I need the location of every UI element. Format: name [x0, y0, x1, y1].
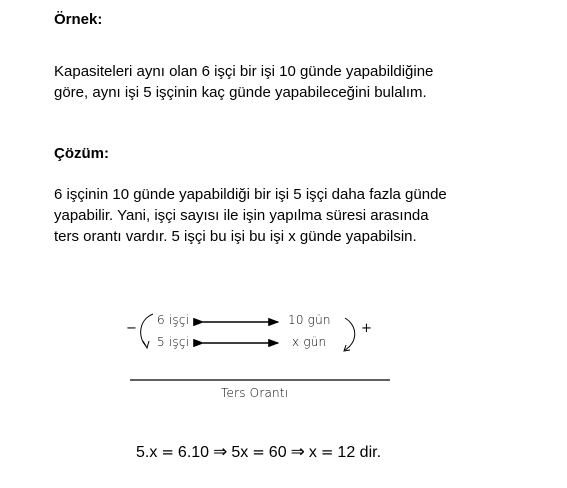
solution-text [54, 184, 544, 247]
left-curved-arrow [141, 314, 153, 346]
row2-right-label: x gün [292, 335, 327, 349]
formula-part: x [308, 444, 317, 461]
equals-sign: = [161, 443, 174, 461]
example-heading: Örnek: [54, 11, 103, 28]
diagram-caption: Ters Orantı [221, 386, 289, 400]
right-arrowhead [344, 345, 350, 351]
formula-part: 5x [231, 444, 249, 461]
solution-formula [136, 442, 381, 462]
formula-part: 60 [268, 444, 287, 461]
solution-line: ters orantı vardır. 5 işçi bu işi bu işi x günde yapabilsin. [54, 228, 417, 245]
solution-line: 6 işçinin 10 günde yapabildiği bir işi 5 işçi daha fazla günde [54, 186, 447, 203]
implies-symbol: ⇒ [213, 442, 228, 462]
minus-sign: − [126, 321, 137, 336]
example-line: Kapasiteleri aynı olan 6 işçi bir işi 10 günde yapabildiğine [54, 63, 434, 80]
implies-symbol: ⇒ [290, 442, 305, 462]
formula-suffix: dir. [359, 444, 382, 461]
row1-left-label: 6 işçi [157, 313, 190, 327]
example-text [54, 61, 544, 103]
solution-heading: Çözüm: [54, 145, 109, 162]
formula-part: 12 [337, 444, 356, 461]
plus-sign: + [361, 321, 372, 336]
solution-line: yapabilir. Yani, işçi sayısı ile işin yapılma süresi arasında [54, 207, 429, 224]
row1-right-label: 10 gün [288, 313, 331, 327]
example-line: göre, aynı işi 5 işçinin kaç günde yapabileceğini bulalım. [54, 84, 427, 101]
equals-sign: = [252, 443, 265, 461]
row2-left-label: 5 işçi [157, 335, 190, 349]
left-arrowhead [143, 341, 149, 348]
right-curved-arrow [345, 318, 355, 350]
inverse-proportion-diagram [120, 300, 400, 410]
formula-part: 6.10 [177, 444, 210, 461]
formula-part: 5.x [136, 444, 158, 461]
equals-sign: = [320, 443, 334, 461]
